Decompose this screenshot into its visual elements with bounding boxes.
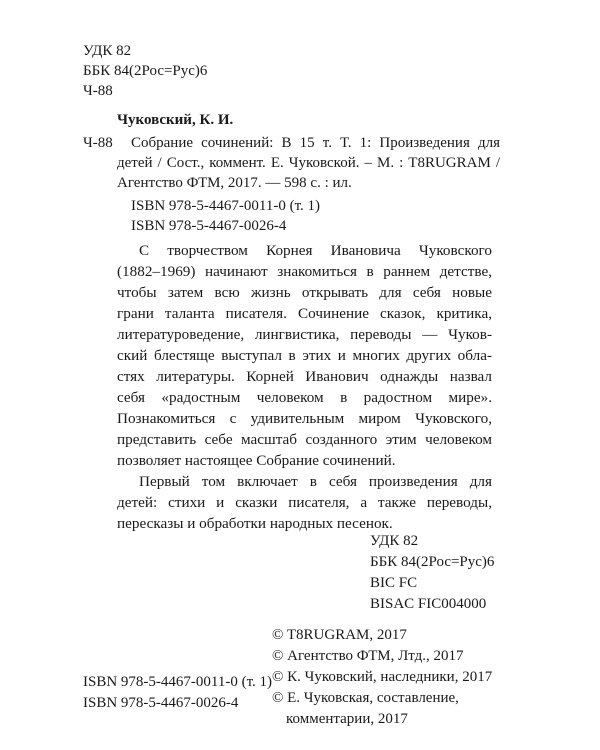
annotation-line: Первый том включает в себя произведения для: [139, 473, 492, 490]
entry-description-line: Собрание сочинений: В 15 т. Т. 1: Произведения для: [131, 135, 500, 151]
codes-bic: BIC FC: [370, 575, 418, 591]
copyright-line: © T8RUGRAM, 2017: [272, 627, 407, 643]
annotation-line: С творчеством Корнея Ивановича Чуковского: [139, 242, 492, 259]
annotation-line: стях литературы. Корней Иванович однажды назвал: [117, 368, 492, 385]
annotation-line: литературоведение, лингвистика, переводы — Чуков-: [117, 326, 492, 343]
udk-code: УДК 82: [83, 43, 132, 59]
annotation-line: детей: стихи и сказки писателя, а также переводы,: [117, 494, 492, 511]
copyright-line: © Агентство ФТМ, Лтд., 2017: [272, 648, 464, 664]
annotation-line: представить себе масштаб созданного этим человеком: [117, 431, 492, 448]
codes-bisac: BISAC FIC004000: [370, 596, 487, 612]
codes-bbk: ББК 84(2Рос=Рус)6: [370, 554, 495, 570]
copyright-line: © Е. Чуковская, составление,: [272, 690, 459, 706]
copyright-line: © К. Чуковский, наследники, 2017: [272, 669, 493, 685]
annotation: [117, 240, 492, 534]
annotation-line: Познакомиться с удивительным миром Чуковского,: [117, 410, 492, 427]
codes-udk: УДК 82: [370, 533, 419, 549]
annotation-line: себя «радостным человеком в радостном мире».: [117, 389, 492, 406]
annotation-line: чтобы затем всю жизнь открывать для себя новые: [117, 284, 492, 301]
entry-description-line: Агентство ФТМ, 2017. — 598 с. : ил.: [117, 175, 352, 191]
footer-isbn: ISBN 978-5-4467-0011-0 (т. 1): [83, 674, 273, 690]
copyright-line: комментарии, 2017: [286, 711, 408, 727]
cutter-code: Ч-88: [83, 83, 113, 99]
annotation-line: пересказы и обработки народных песенок.: [117, 515, 393, 532]
annotation-line: ский блестяще выступал в этих и многих других обла-: [117, 347, 492, 364]
annotation-line: грани таланта писателя. Сочинение сказок, критика,: [117, 305, 492, 322]
footer-isbn: ISBN 978-5-4467-0026-4: [83, 695, 239, 711]
author-heading: Чуковский, К. И.: [117, 112, 234, 128]
entry-isbn: ISBN 978-5-4467-0026-4: [131, 218, 287, 234]
bbk-code: ББК 84(2Рос=Рус)6: [83, 63, 208, 79]
annotation-line: (1882–1969) начинают знакомиться в раннем детстве,: [117, 263, 492, 280]
entry-cutter: Ч-88: [83, 135, 113, 151]
annotation-line: позволяет настоящее Собрание сочинений.: [117, 452, 396, 469]
entry-description-line: детей / Сост., коммент. Е. Чуковской. – М. : T8RUGRAM /: [117, 155, 500, 171]
entry-isbn: ISBN 978-5-4467-0011-0 (т. 1): [131, 198, 321, 214]
